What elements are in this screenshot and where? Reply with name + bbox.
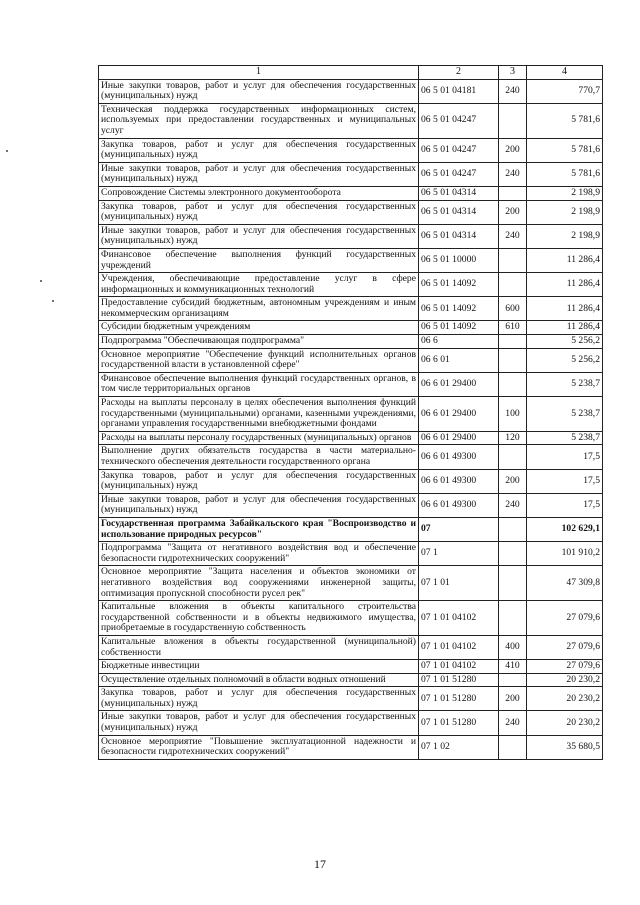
table-row bbox=[99, 138, 603, 162]
table-row bbox=[99, 635, 603, 659]
row-sum-cell: 5 238,7 bbox=[527, 397, 603, 432]
row-sum-cell: 5 238,7 bbox=[527, 372, 603, 396]
row-sum-cell: 27 079,6 bbox=[527, 660, 603, 674]
row-vr-cell: 240 bbox=[499, 711, 527, 735]
row-vr-cell bbox=[499, 335, 527, 349]
row-code-cell: 06 5 01 04247 bbox=[419, 103, 499, 138]
row-code-cell: 06 5 01 14092 bbox=[419, 297, 499, 321]
table-row bbox=[99, 735, 603, 759]
row-vr-cell: 410 bbox=[499, 660, 527, 674]
row-name-cell: Иные закупки товаров, работ и услуг для обеспечения государственных (муниципальных) нужд bbox=[99, 224, 419, 248]
row-name-cell: Закупка товаров, работ и услуг для обеспечения государственных (муниципальных) нужд bbox=[99, 138, 419, 162]
row-code-cell: 06 5 01 10000 bbox=[419, 248, 499, 272]
row-sum-cell: 5 238,7 bbox=[527, 431, 603, 445]
row-sum-cell: 5 256,2 bbox=[527, 335, 603, 349]
row-name-cell: Иные закупки товаров, работ и услуг для обеспечения государственных (муниципальных) нужд bbox=[99, 162, 419, 186]
row-name-cell: Расходы на выплаты персоналу в целях обеспечения выполнения функций государственными (муниципальными) органами, казенными учреждениями, органами управления государственными внебюджетными фондами bbox=[99, 397, 419, 432]
table-row bbox=[99, 162, 603, 186]
row-code-cell: 07 1 01 51280 bbox=[419, 673, 499, 687]
row-sum-cell: 102 629,1 bbox=[527, 517, 603, 541]
table-row bbox=[99, 431, 603, 445]
row-name-cell: Сопровождение Системы электронного документооборота bbox=[99, 186, 419, 200]
table-row bbox=[99, 297, 603, 321]
row-vr-cell bbox=[499, 445, 527, 469]
budget-table bbox=[98, 65, 603, 760]
row-name-cell: Подпрограмма "Защита от негативного воздействия вод и обеспечение безопасности гидротехнических сооружений" bbox=[99, 542, 419, 566]
row-code-cell: 06 5 01 04247 bbox=[419, 138, 499, 162]
table-row bbox=[99, 186, 603, 200]
row-vr-cell bbox=[499, 372, 527, 396]
row-vr-cell: 240 bbox=[499, 162, 527, 186]
row-sum-cell: 20 230,2 bbox=[527, 711, 603, 735]
row-code-cell: 07 1 02 bbox=[419, 735, 499, 759]
row-sum-cell: 11 286,4 bbox=[527, 297, 603, 321]
row-code-cell: 07 1 01 04102 bbox=[419, 660, 499, 674]
row-code-cell: 07 1 01 bbox=[419, 566, 499, 601]
row-name-cell: Осуществление отдельных полномочий в области водных отношений bbox=[99, 673, 419, 687]
table-row bbox=[99, 469, 603, 493]
scan-speck bbox=[6, 150, 8, 152]
row-vr-cell bbox=[499, 348, 527, 372]
row-code-cell: 06 6 01 49300 bbox=[419, 469, 499, 493]
row-vr-cell bbox=[499, 601, 527, 636]
table-row bbox=[99, 601, 603, 636]
header-col-4: 4 bbox=[527, 66, 603, 80]
row-vr-cell: 120 bbox=[499, 431, 527, 445]
row-vr-cell: 240 bbox=[499, 79, 527, 103]
row-name-cell: Бюджетные инвестиции bbox=[99, 660, 419, 674]
row-code-cell: 06 6 01 29400 bbox=[419, 372, 499, 396]
table-row bbox=[99, 566, 603, 601]
row-name-cell: Основное мероприятие "Обеспечение функций исполнительных органов государственной власти в установленной сфере" bbox=[99, 348, 419, 372]
row-vr-cell: 200 bbox=[499, 138, 527, 162]
row-vr-cell bbox=[499, 735, 527, 759]
row-name-cell: Иные закупки товаров, работ и услуг для обеспечения государственных (муниципальных) нужд bbox=[99, 79, 419, 103]
row-name-cell: Капитальные вложения в объекты государственной (муниципальной) собственности bbox=[99, 635, 419, 659]
row-sum-cell: 5 256,2 bbox=[527, 348, 603, 372]
row-name-cell: Техническая поддержка государственных информационных систем, используемых при предоставлении государственных и муниципальных услуг bbox=[99, 103, 419, 138]
row-vr-cell: 400 bbox=[499, 635, 527, 659]
header-col-2: 2 bbox=[419, 66, 499, 80]
row-name-cell: Государственная программа Забайкальского края "Воспроизводство и использование природных ресурсов" bbox=[99, 517, 419, 541]
table-row bbox=[99, 517, 603, 541]
row-code-cell: 06 6 01 bbox=[419, 348, 499, 372]
row-sum-cell: 20 230,2 bbox=[527, 687, 603, 711]
header-col-1: 1 bbox=[99, 66, 419, 80]
row-sum-cell: 5 781,6 bbox=[527, 138, 603, 162]
row-vr-cell bbox=[499, 103, 527, 138]
row-sum-cell: 2 198,9 bbox=[527, 200, 603, 224]
row-sum-cell: 101 910,2 bbox=[527, 542, 603, 566]
row-sum-cell: 2 198,9 bbox=[527, 186, 603, 200]
row-name-cell: Подпрограмма "Обеспечивающая подпрограмма" bbox=[99, 335, 419, 349]
table-row bbox=[99, 687, 603, 711]
page-number: 17 bbox=[314, 857, 326, 871]
row-code-cell: 06 5 01 14092 bbox=[419, 273, 499, 297]
row-vr-cell bbox=[499, 517, 527, 541]
row-name-cell: Закупка товаров, работ и услуг для обеспечения государственных (муниципальных) нужд bbox=[99, 469, 419, 493]
table-row bbox=[99, 248, 603, 272]
table-row bbox=[99, 711, 603, 735]
row-code-cell: 07 bbox=[419, 517, 499, 541]
table-row bbox=[99, 493, 603, 517]
row-code-cell: 06 6 01 49300 bbox=[419, 493, 499, 517]
row-code-cell: 07 1 01 51280 bbox=[419, 687, 499, 711]
row-sum-cell: 27 079,6 bbox=[527, 601, 603, 636]
row-name-cell: Финансовое обеспечение выполнения функций государственных учреждений bbox=[99, 248, 419, 272]
row-sum-cell: 20 230,2 bbox=[527, 673, 603, 687]
row-code-cell: 06 6 01 49300 bbox=[419, 445, 499, 469]
row-name-cell: Иные закупки товаров, работ и услуг для обеспечения государственных (муниципальных) нужд bbox=[99, 493, 419, 517]
table-row bbox=[99, 103, 603, 138]
row-sum-cell: 17,5 bbox=[527, 445, 603, 469]
row-name-cell: Учреждения, обеспечивающие предоставление услуг в сфере информационных и коммуникационных технологий bbox=[99, 273, 419, 297]
row-vr-cell: 240 bbox=[499, 493, 527, 517]
table-row bbox=[99, 79, 603, 103]
table-row bbox=[99, 660, 603, 674]
row-sum-cell: 11 286,4 bbox=[527, 321, 603, 335]
row-name-cell: Предоставление субсидий бюджетным, автономным учреждениям и иным некоммерческим организациям bbox=[99, 297, 419, 321]
row-sum-cell: 5 781,6 bbox=[527, 162, 603, 186]
header-col-3: 3 bbox=[499, 66, 527, 80]
row-code-cell: 06 5 01 14092 bbox=[419, 321, 499, 335]
row-code-cell: 07 1 01 04102 bbox=[419, 601, 499, 636]
row-vr-cell bbox=[499, 248, 527, 272]
table-row bbox=[99, 273, 603, 297]
row-name-cell: Иные закупки товаров, работ и услуг для обеспечения государственных (муниципальных) нужд bbox=[99, 711, 419, 735]
row-vr-cell bbox=[499, 273, 527, 297]
row-name-cell: Расходы на выплаты персоналу государственных (муниципальных) органов bbox=[99, 431, 419, 445]
row-sum-cell: 17,5 bbox=[527, 469, 603, 493]
row-sum-cell: 11 286,4 bbox=[527, 273, 603, 297]
table-row bbox=[99, 321, 603, 335]
row-name-cell: Финансовое обеспечение выполнения функций государственных органов, в том числе территориальных органов bbox=[99, 372, 419, 396]
row-vr-cell bbox=[499, 542, 527, 566]
row-code-cell: 06 6 01 29400 bbox=[419, 397, 499, 432]
row-sum-cell: 770,7 bbox=[527, 79, 603, 103]
table-row bbox=[99, 397, 603, 432]
row-vr-cell: 200 bbox=[499, 200, 527, 224]
row-vr-cell: 100 bbox=[499, 397, 527, 432]
row-vr-cell bbox=[499, 186, 527, 200]
row-vr-cell bbox=[499, 566, 527, 601]
table-row bbox=[99, 372, 603, 396]
table-row bbox=[99, 673, 603, 687]
row-vr-cell: 610 bbox=[499, 321, 527, 335]
row-name-cell: Основное мероприятие "Повышение эксплуатационной надежности и безопасности гидротехнических сооружений" bbox=[99, 735, 419, 759]
table-header-row bbox=[99, 66, 603, 80]
row-vr-cell bbox=[499, 673, 527, 687]
row-vr-cell: 200 bbox=[499, 687, 527, 711]
row-vr-cell: 200 bbox=[499, 469, 527, 493]
row-name-cell: Капитальные вложения в объекты капитального строительства государственной собственности и в объекты недвижимого имущества, приобретаемые в государственную собственность bbox=[99, 601, 419, 636]
row-name-cell: Закупка товаров, работ и услуг для обеспечения государственных (муниципальных) нужд bbox=[99, 200, 419, 224]
row-name-cell: Субсидии бюджетным учреждениям bbox=[99, 321, 419, 335]
row-code-cell: 07 1 bbox=[419, 542, 499, 566]
table-row bbox=[99, 542, 603, 566]
row-sum-cell: 2 198,9 bbox=[527, 224, 603, 248]
table-row bbox=[99, 348, 603, 372]
row-sum-cell: 35 680,5 bbox=[527, 735, 603, 759]
row-sum-cell: 5 781,6 bbox=[527, 103, 603, 138]
budget-sheet bbox=[98, 65, 602, 760]
row-sum-cell: 27 079,6 bbox=[527, 635, 603, 659]
row-code-cell: 07 1 01 51280 bbox=[419, 711, 499, 735]
row-code-cell: 06 5 01 04247 bbox=[419, 162, 499, 186]
table-row bbox=[99, 445, 603, 469]
scan-speck bbox=[40, 280, 42, 282]
row-code-cell: 06 6 01 29400 bbox=[419, 431, 499, 445]
row-name-cell: Основное мероприятие "Защита населения и объектов экономики от негативного воздействия вод сооружениями инженерной защиты, оптимизация пропускной способности русел рек" bbox=[99, 566, 419, 601]
row-code-cell: 06 5 01 04314 bbox=[419, 186, 499, 200]
scan-speck bbox=[52, 300, 54, 302]
row-name-cell: Выполнение других обязательств государства в части материально-технического обеспечения деятельности государственного органа bbox=[99, 445, 419, 469]
row-vr-cell: 240 bbox=[499, 224, 527, 248]
row-code-cell: 06 5 01 04314 bbox=[419, 200, 499, 224]
table-row bbox=[99, 224, 603, 248]
table-row bbox=[99, 335, 603, 349]
row-sum-cell: 17,5 bbox=[527, 493, 603, 517]
row-sum-cell: 47 309,8 bbox=[527, 566, 603, 601]
row-code-cell: 06 5 01 04181 bbox=[419, 79, 499, 103]
row-code-cell: 06 5 01 04314 bbox=[419, 224, 499, 248]
row-name-cell: Закупка товаров, работ и услуг для обеспечения государственных (муниципальных) нужд bbox=[99, 687, 419, 711]
table-row bbox=[99, 200, 603, 224]
row-sum-cell: 11 286,4 bbox=[527, 248, 603, 272]
row-code-cell: 06 6 bbox=[419, 335, 499, 349]
row-code-cell: 07 1 01 04102 bbox=[419, 635, 499, 659]
row-vr-cell: 600 bbox=[499, 297, 527, 321]
